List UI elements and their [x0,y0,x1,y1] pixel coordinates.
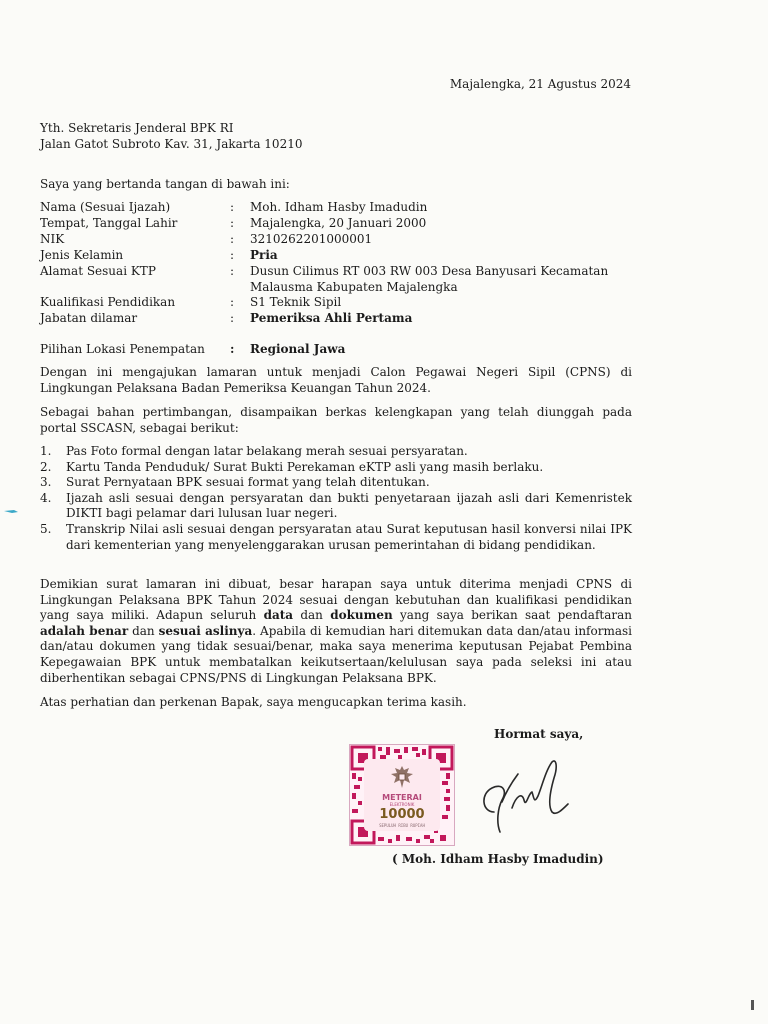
meterai-panel [364,759,440,831]
addressee-line-2: Jalan Gatot Subroto Kav. 31, Jakarta 10210 [40,136,303,151]
field-value: Pemeriksa Ahli Pertama [250,311,413,325]
letter-date: Majalengka, 21 Agustus 2024 [449,77,631,91]
paragraph-thanks: Atas perhatian dan perkenan Bapak, saya mengucapkan terima kasih. [40,695,467,709]
field-colon: : [230,232,235,246]
e-meterai-stamp [349,744,455,846]
field-colon: : [230,264,235,278]
meterai-sub: ELEKTRONIK [389,802,415,807]
field-value-line-2: Malausma Kabupaten Majalengka [250,279,458,294]
intro-text: Saya yang bertanda tangan di bawah ini: [40,177,290,191]
list-item: 1. Pas Foto formal dengan latar belakang merah sesuai persyaratan. [40,444,468,458]
field-colon: : [230,342,235,356]
emphasis-dokumen: dokumen [330,608,393,623]
paragraph-application: Dengan ini mengajukan lamaran untuk menjadi Calon Pegawai Negeri Sipil (CPNS) di Lingkungan Pelaksana Badan Pemeriksa Keuangan Tahun 2024. [40,365,632,395]
list-item: 5. Transkrip Nilai asli sesuai dengan persyaratan atau Surat keputusan hasil konversi nilai IPK dari kementerian yang menyelenggarakan urusan pemerintahan di bidang pendidikan. [40,521,632,552]
field-label: NIK [40,232,65,246]
field-value [250,264,650,295]
field-colon: : [230,311,235,325]
list-item: 4. Ijazah asli sesuai dengan persyaratan dan bukti penyetaraan ijazah asli dari Kemenristek DIKTI bagi pelamar dari lulusan luar negeri. [40,490,632,521]
field-colon: : [230,216,235,230]
emphasis-adalah-benar: adalah benar [40,623,129,638]
addressee-block [40,121,302,152]
field-value: 3210262201000001 [250,232,373,246]
field-label: Jenis Kelamin [40,248,124,262]
list-item: 3. Surat Pernyataan BPK sesuai format yang telah ditentukan. [40,475,430,490]
signature-mark [472,752,582,842]
field-value-line-1: Dusun Cilimus RT 003 RW 003 Desa Banyusari Kecamatan [250,264,609,278]
documents-list [40,444,632,553]
field-value: Moh. Idham Hasby Imadudin [250,200,428,214]
addressee-line-1: Yth. Sekretaris Jenderal BPK RI [40,121,234,135]
field-colon: : [230,200,235,214]
field-value: Majalengka, 20 Januari 2000 [250,216,427,230]
field-label: Alamat Sesuai KTP [40,264,156,278]
garuda-emblem-icon [389,764,415,790]
field-value: S1 Teknik Sipil [250,295,342,309]
field-colon: : [230,248,235,262]
meterai-label: METERAI [382,793,422,802]
list-item: 2. Kartu Tanda Penduduk/ Surat Bukti Perekaman eKTP asli yang masih berlaku. [40,459,544,474]
field-label: Kualifikasi Pendidikan [40,295,176,309]
emphasis-sesuai-aslinya: sesuai aslinya [158,623,253,638]
field-colon: : [230,295,235,309]
meterai-serial: SEPULUH RIBU RUPIAH [379,823,425,828]
field-label: Tempat, Tanggal Lahir [40,216,178,230]
field-label: Nama (Sesuai Ijazah) [40,200,171,214]
closing-regards: Hormat saya, [494,727,584,741]
signatory-name: ( Moh. Idham Hasby Imadudin) [392,852,604,866]
scan-mark-icon [750,1000,756,1010]
scan-mark-icon [4,508,18,514]
field-value: Pria [250,248,278,262]
paragraph-documents-intro: Sebagai bahan pertimbangan, disampaikan berkas kelengkapan yang telah diunggah pada portal SSCASN, sebagai berikut: [40,405,632,435]
meterai-value: 10000 [379,807,425,822]
emphasis-data: data [263,608,294,623]
field-label: Pilihan Lokasi Penempatan [40,342,205,356]
field-label: Jabatan dilamar [40,311,138,325]
paragraph-closing: Demikian surat lamaran ini dibuat, besar harapan saya untuk diterima menjadi CPNS di Lingkungan Pelaksana BPK Tahun 2024 sesuai dengan kebutuhan dan kualifikasi pendidikan yang saya miliki. Adapun seluruh data dan dokumen yang saya berikan saat pendaftaran adalah benar dan sesuai aslinya. Apabila di kemudian hari ditemukan data dan/atau informasi dan/atau dokumen yang tidak sesuai/benar, maka saya menerima keputusan Pejabat Pembina Kepegawaian BPK untuk membatalkan keikutsertaan/kelulusan saya pada seleksi ini atau diberhentikan sebagai CPNS/PNS di Lingkungan Pelaksana BPK. [40,577,632,685]
field-value: Regional Jawa [250,342,346,356]
